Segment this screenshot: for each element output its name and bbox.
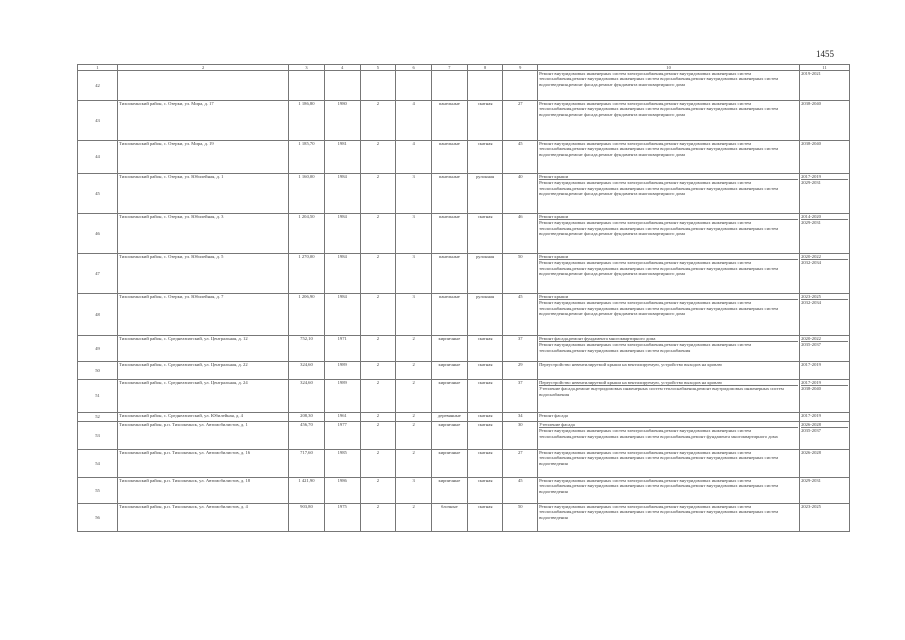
work-type-cell xyxy=(538,362,800,380)
floors-cell: 2 xyxy=(360,362,396,380)
year-cell: 1975 xyxy=(324,504,360,532)
roof-type-cell: рулонная xyxy=(467,254,503,294)
table-row xyxy=(78,254,850,294)
period-item: 2026-2028 xyxy=(801,450,821,455)
table-row xyxy=(78,101,850,141)
floors-cell: 2 xyxy=(360,141,396,174)
work-item: Ремонт внутридомовых инженерных систем электроснабжения,ремонт внутридомовых инженерных систем теплоснабжения,ремонт внутридомовых инженерных систем водоснабжения,ремонт внутридомовых инженерных систем водоотведения xyxy=(539,478,779,494)
entrances-cell: 2 xyxy=(396,422,432,450)
work-item: Ремонт внутридомовых инженерных систем электроснабжения,ремонт внутридомовых инженерных систем теплоснабжения,ремонт внутридомовых инженерных систем водоснабжения,ремонт фундамента многоквартирного дома xyxy=(539,427,798,439)
row-number-cell: 47 xyxy=(78,254,118,294)
header-cell: 5 xyxy=(360,65,396,71)
row-number-cell: 56 xyxy=(78,504,118,532)
roof-type-cell: скатная xyxy=(467,141,503,174)
table-row xyxy=(78,214,850,254)
cost-cell: 1 186,80 xyxy=(289,101,325,141)
row-number-cell: 42 xyxy=(78,71,118,101)
row-number-cell: 49 xyxy=(78,336,118,362)
wall-material-cell: кирпичные xyxy=(431,422,467,450)
entrances-cell: 2 xyxy=(396,380,432,413)
work-type-cell xyxy=(538,141,800,174)
roof-type-cell: скатная xyxy=(467,422,503,450)
header-cell: 6 xyxy=(396,65,432,71)
wear-cell: 27 xyxy=(503,101,538,141)
cost-cell xyxy=(289,71,325,101)
cost-cell: 1 204,50 xyxy=(289,214,325,254)
work-type-cell xyxy=(538,254,800,294)
period-cell xyxy=(800,174,850,214)
period-item: 2019-2021 xyxy=(801,71,821,76)
address-cell: Тихоокеанский район, с. Среднеазиатский, ул. Центральная, д. 22 xyxy=(118,362,289,380)
wall-material-cell xyxy=(431,71,467,101)
work-item: Переустройство невентилируемой крыши на вентилируемую, устройство выходов на кровлю xyxy=(539,380,722,385)
period-item: 2038-2040 xyxy=(801,101,821,106)
work-type-cell xyxy=(538,214,800,254)
wall-material-cell: блочные xyxy=(431,504,467,532)
roof-type-cell: скатная xyxy=(467,380,503,413)
period-cell xyxy=(800,71,850,101)
work-item: Ремонт внутридомовых инженерных систем электроснабжения,ремонт внутридомовых инженерных систем теплоснабжения,ремонт внутридомовых инженерных систем водоснабжения,ремонт внутридомовых инженерных систем водоотведения,ремонт фасада,ремонт фундамента многоквартирного дома xyxy=(539,179,798,196)
header-cell: 4 xyxy=(324,65,360,71)
header-cell: 8 xyxy=(467,65,503,71)
floors-cell: 2 xyxy=(360,413,396,422)
period-cell xyxy=(800,214,850,254)
row-number-cell: 52 xyxy=(78,413,118,422)
entrances-cell: 3 xyxy=(396,174,432,214)
period-item: 2026-2028 xyxy=(801,422,821,427)
cost-cell: 324,60 xyxy=(289,380,325,413)
work-item: Ремонт крыши xyxy=(539,214,569,219)
table-row xyxy=(78,71,850,101)
cost-cell: 208,30 xyxy=(289,413,325,422)
row-number-cell: 43 xyxy=(78,101,118,141)
address-cell xyxy=(118,71,289,101)
period-item: 2014-2020 xyxy=(801,214,821,219)
header-cell: 10 xyxy=(538,65,800,71)
period-cell xyxy=(800,362,850,380)
entrances-cell: 2 xyxy=(396,413,432,422)
wear-cell: 37 xyxy=(503,336,538,362)
year-cell: 1989 xyxy=(324,380,360,413)
capital-repair-table xyxy=(77,64,850,532)
entrances-cell: 4 xyxy=(396,101,432,141)
table-row xyxy=(78,504,850,532)
floors-cell xyxy=(360,71,396,101)
work-item: Ремонт внутридомовых инженерных систем электроснабжения,ремонт внутридомовых инженерных систем теплоснабжения,ремонт внутридомовых инженерных систем водоснабжения,ремонт внутридомовых инженерных систем водоотведения,ремонт фасада,ремонт фундамента многоквартирного дома xyxy=(539,101,779,117)
year-cell: 1980 xyxy=(324,101,360,141)
work-item: Ремонт внутридомовых инженерных систем электроснабжения,ремонт внутридомовых инженерных систем теплоснабжения,ремонт внутридомовых инженерных систем водоснабжения,ремонт внутридомовых инженерных систем водоотведения,ремонт фасада,ремонт фундамента многоквартирного дома xyxy=(539,299,798,316)
work-type-cell xyxy=(538,71,800,101)
wear-cell: 46 xyxy=(503,214,538,254)
period-cell xyxy=(800,141,850,174)
work-type-cell xyxy=(538,174,800,214)
row-number-cell: 48 xyxy=(78,294,118,336)
cost-cell: 752,10 xyxy=(289,336,325,362)
row-number-cell: 44 xyxy=(78,141,118,174)
wall-material-cell: кирпичные xyxy=(431,362,467,380)
period-item: 2020-2022 xyxy=(801,254,821,259)
wear-cell: 27 xyxy=(503,450,538,478)
wear-cell xyxy=(503,71,538,101)
work-item: Ремонт внутридомовых инженерных систем электроснабжения,ремонт внутридомовых инженерных систем теплоснабжения,ремонт внутридомовых инженерных систем водоснабжения,ремонт внутридомовых инженерных систем водоотведения xyxy=(539,504,779,520)
roof-type-cell: скатная xyxy=(467,478,503,504)
cost-cell: 1 206,90 xyxy=(289,294,325,336)
wear-cell: 50 xyxy=(503,504,538,532)
wear-cell: 45 xyxy=(503,141,538,174)
row-number-cell: 55 xyxy=(78,478,118,504)
floors-cell: 2 xyxy=(360,294,396,336)
work-type-cell xyxy=(538,478,800,504)
floors-cell: 2 xyxy=(360,422,396,450)
wear-cell: 45 xyxy=(503,478,538,504)
table-row xyxy=(78,450,850,478)
work-type-cell xyxy=(538,413,800,422)
address-cell: Тихоокеанский район, р.п. Тихоокеанск, ул. Автомобилистов, д. 16 xyxy=(118,450,289,478)
floors-cell: 2 xyxy=(360,101,396,141)
row-number-cell: 53 xyxy=(78,422,118,450)
period-cell xyxy=(800,478,850,504)
wall-material-cell: панельные xyxy=(431,101,467,141)
entrances-cell: 2 xyxy=(396,504,432,532)
table-row xyxy=(78,362,850,380)
entrances-cell: 2 xyxy=(396,450,432,478)
address-cell: Тихоокеанский район, с. Озерки, ул. Юбилейная, д. 5 xyxy=(118,254,289,294)
wall-material-cell: панельные xyxy=(431,174,467,214)
cost-cell: 1 270,00 xyxy=(289,254,325,294)
address-cell: Тихоокеанский район, р.п. Тихоокеанск, ул. Автомобилистов, д. 1 xyxy=(118,422,289,450)
wall-material-cell: кирпичные xyxy=(431,450,467,478)
roof-type-cell: скатная xyxy=(467,214,503,254)
wall-material-cell: панельные xyxy=(431,254,467,294)
work-item: Утепление фасада xyxy=(539,422,575,427)
header-cell: 2 xyxy=(118,65,289,71)
floors-cell: 2 xyxy=(360,174,396,214)
cost-cell: 324,60 xyxy=(289,362,325,380)
work-item: Ремонт внутридомовых инженерных систем электроснабжения,ремонт внутридомовых инженерных систем теплоснабжения,ремонт внутридомовых инженерных систем водоснабжения,ремонт внутридомовых инженерных систем водоотведения,ремонт фасада,ремонт фундамента многоквартирного дома xyxy=(539,259,798,276)
cost-cell: 456,70 xyxy=(289,422,325,450)
period-item: 2032-2034 xyxy=(801,259,848,265)
period-item: 2032-2034 xyxy=(801,299,848,305)
table-row xyxy=(78,413,850,422)
address-cell: Тихоокеанский район, с. Среднеазиатский, ул. Юбилейная, д. 4 xyxy=(118,413,289,422)
period-item: 2029-2031 xyxy=(801,179,848,185)
period-cell xyxy=(800,422,850,450)
row-number-cell: 54 xyxy=(78,450,118,478)
address-cell: Тихоокеанский район, р.п. Тихоокеанск, ул. Автомобилистов, д. 4 xyxy=(118,504,289,532)
period-item: 2020-2022 xyxy=(801,336,821,341)
year-cell: 1961 xyxy=(324,413,360,422)
entrances-cell: 3 xyxy=(396,294,432,336)
wear-cell: 37 xyxy=(503,380,538,413)
year-cell: 1977 xyxy=(324,422,360,450)
wall-material-cell: кирпичные xyxy=(431,336,467,362)
row-number-cell: 45 xyxy=(78,174,118,214)
work-type-cell xyxy=(538,101,800,141)
table-row xyxy=(78,141,850,174)
work-item: Ремонт внутридомовых инженерных систем электроснабжения,ремонт внутридомовых инженерных систем теплоснабжения,ремонт внутридомовых инженерных систем водоснабжения,ремонт внутридомовых инженерных систем водоотведения xyxy=(539,450,779,466)
address-cell: Тихоокеанский район, р.п. Тихоокеанск, ул. Автомобилистов, д. 18 xyxy=(118,478,289,504)
wear-cell: 29 xyxy=(503,362,538,380)
entrances-cell: 2 xyxy=(396,362,432,380)
address-cell: Тихоокеанский район, с. Озерки, ул. Юбилейная, д. 1 xyxy=(118,174,289,214)
entrances-cell: 3 xyxy=(396,214,432,254)
period-cell xyxy=(800,336,850,362)
work-type-cell xyxy=(538,336,800,362)
entrances-cell: 3 xyxy=(396,254,432,294)
table-row xyxy=(78,478,850,504)
address-cell: Тихоокеанский район, с. Среднеазиатский, ул. Центральная, д. 24 xyxy=(118,380,289,413)
work-item: Ремонт внутридомовых инженерных систем электроснабжения,ремонт внутридомовых инженерных систем теплоснабжения,ремонт внутридомовых инженерных систем водоснабжения,ремонт внутридомовых инженерных систем водоотведения,ремонт фасада,ремонт фундамента многоквартирного дома xyxy=(539,219,798,236)
address-cell: Тихоокеанский район, с. Озерки, ул. Юбилейная, д. 3 xyxy=(118,214,289,254)
roof-type-cell: рулонная xyxy=(467,294,503,336)
wear-cell: 40 xyxy=(503,174,538,214)
period-item: 2029-2031 xyxy=(801,219,848,225)
period-item: 2029-2031 xyxy=(801,478,821,483)
work-item: Ремонт внутридомовых инженерных систем электроснабжения,ремонт внутридомовых инженерных систем теплоснабжения,ремонт внутридомовых инженерных систем водоснабжения,ремонт внутридомовых инженерных систем водоотведения,ремонт фасада,ремонт фундамента многоквартирного дома xyxy=(539,71,779,87)
year-cell: 1981 xyxy=(324,141,360,174)
wall-material-cell: деревянные xyxy=(431,413,467,422)
entrances-cell: 4 xyxy=(396,141,432,174)
period-item: 2017-2019 xyxy=(801,380,821,385)
header-cell: 11 xyxy=(800,65,850,71)
work-type-cell xyxy=(538,294,800,336)
wear-cell: 45 xyxy=(503,294,538,336)
period-item: 2035-2037 xyxy=(801,427,848,433)
floors-cell: 2 xyxy=(360,450,396,478)
year-cell: 1984 xyxy=(324,214,360,254)
year-cell xyxy=(324,71,360,101)
work-item: Ремонт крыши xyxy=(539,254,569,259)
cost-cell: 1 160,00 xyxy=(289,174,325,214)
period-item: 2017-2019 xyxy=(801,362,821,367)
header-cell: 7 xyxy=(431,65,467,71)
period-cell xyxy=(800,101,850,141)
year-cell: 1985 xyxy=(324,450,360,478)
work-item: Утепление фасада,ремонт внутридомовых инженерных систем теплоснабжения,ремонт внутридомовых инженерных систем водоснабжения xyxy=(539,385,798,397)
floors-cell: 2 xyxy=(360,478,396,504)
wall-material-cell: панельные xyxy=(431,294,467,336)
period-cell xyxy=(800,504,850,532)
work-type-cell xyxy=(538,450,800,478)
work-type-cell xyxy=(538,422,800,450)
work-item: Ремонт внутридомовых инженерных систем электроснабжения,ремонт внутридомовых инженерных систем теплоснабжения,ремонт внутридомовых инженерных систем водоснабжения xyxy=(539,341,798,353)
roof-type-cell: скатная xyxy=(467,101,503,141)
floors-cell: 2 xyxy=(360,504,396,532)
year-cell: 1984 xyxy=(324,174,360,214)
year-cell: 1986 xyxy=(324,478,360,504)
cost-cell: 717,60 xyxy=(289,450,325,478)
floors-cell: 2 xyxy=(360,254,396,294)
roof-type-cell: скатная xyxy=(467,362,503,380)
table-row xyxy=(78,336,850,362)
year-cell: 1971 xyxy=(324,336,360,362)
cost-cell: 1 185,70 xyxy=(289,141,325,174)
floors-cell: 2 xyxy=(360,336,396,362)
address-cell: Тихоокеанский район, с. Озерки, ул. Мира, д. 19 xyxy=(118,141,289,174)
period-item: 2017-2019 xyxy=(801,174,821,179)
work-type-cell xyxy=(538,504,800,532)
period-item: 2023-2025 xyxy=(801,294,821,299)
table-row xyxy=(78,422,850,450)
roof-type-cell: скатная xyxy=(467,450,503,478)
header-cell: 9 xyxy=(503,65,538,71)
entrances-cell: 3 xyxy=(396,478,432,504)
row-number-cell: 51 xyxy=(78,380,118,413)
wall-material-cell: кирпичные xyxy=(431,380,467,413)
period-item: 2038-2040 xyxy=(801,385,848,391)
table-row xyxy=(78,174,850,214)
wall-material-cell: панельные xyxy=(431,214,467,254)
period-item: 2023-2025 xyxy=(801,504,821,509)
floors-cell: 2 xyxy=(360,214,396,254)
roof-type-cell xyxy=(467,71,503,101)
roof-type-cell: скатная xyxy=(467,504,503,532)
wall-material-cell: кирпичные xyxy=(431,478,467,504)
address-cell: Тихоокеанский район, с. Среднеазиатский, ул. Центральная, д. 12 xyxy=(118,336,289,362)
wear-cell: 50 xyxy=(503,254,538,294)
address-cell: Тихоокеанский район, с. Озерки, ул. Мира, д. 17 xyxy=(118,101,289,141)
period-cell xyxy=(800,294,850,336)
row-number-cell: 46 xyxy=(78,214,118,254)
work-item: Ремонт крыши xyxy=(539,294,569,299)
header-cell: 1 xyxy=(78,65,118,71)
year-cell: 1984 xyxy=(324,294,360,336)
wear-cell: 30 xyxy=(503,422,538,450)
entrances-cell xyxy=(396,71,432,101)
cost-cell: 1 421,90 xyxy=(289,478,325,504)
cost-cell: 903,80 xyxy=(289,504,325,532)
period-item: 2035-2037 xyxy=(801,341,848,347)
year-cell: 1989 xyxy=(324,362,360,380)
work-item: Ремонт фасада xyxy=(539,413,568,418)
wear-cell: 34 xyxy=(503,413,538,422)
entrances-cell: 2 xyxy=(396,336,432,362)
header-cell: 3 xyxy=(289,65,325,71)
page-number: 1455 xyxy=(816,49,834,59)
work-item: Ремонт фасада,ремонт фундамента многоквартирного дома xyxy=(539,336,656,341)
work-item: Ремонт внутридомовых инженерных систем электроснабжения,ремонт внутридомовых инженерных систем теплоснабжения,ремонт внутридомовых инженерных систем водоснабжения,ремонт внутридомовых инженерных систем водоотведения,ремонт фасада,ремонт фундамента многоквартирного дома xyxy=(539,141,779,157)
roof-type-cell: скатная xyxy=(467,336,503,362)
table-row xyxy=(78,380,850,413)
roof-type-cell: скатная xyxy=(467,413,503,422)
period-cell xyxy=(800,380,850,413)
work-item: Ремонт крыши xyxy=(539,174,569,179)
table-row xyxy=(78,294,850,336)
period-cell xyxy=(800,450,850,478)
period-item: 2038-2040 xyxy=(801,141,821,146)
year-cell: 1984 xyxy=(324,254,360,294)
work-type-cell xyxy=(538,380,800,413)
floors-cell: 2 xyxy=(360,380,396,413)
row-number-cell: 50 xyxy=(78,362,118,380)
address-cell: Тихоокеанский район, с. Озерки, ул. Юбилейная, д. 7 xyxy=(118,294,289,336)
period-cell xyxy=(800,254,850,294)
period-item: 2017-2019 xyxy=(801,413,821,418)
period-cell xyxy=(800,413,850,422)
wall-material-cell: панельные xyxy=(431,141,467,174)
roof-type-cell: рулонная xyxy=(467,174,503,214)
work-item: Переустройство невентилируемой крыши на вентилируемую, устройство выходов на кровлю xyxy=(539,362,722,367)
